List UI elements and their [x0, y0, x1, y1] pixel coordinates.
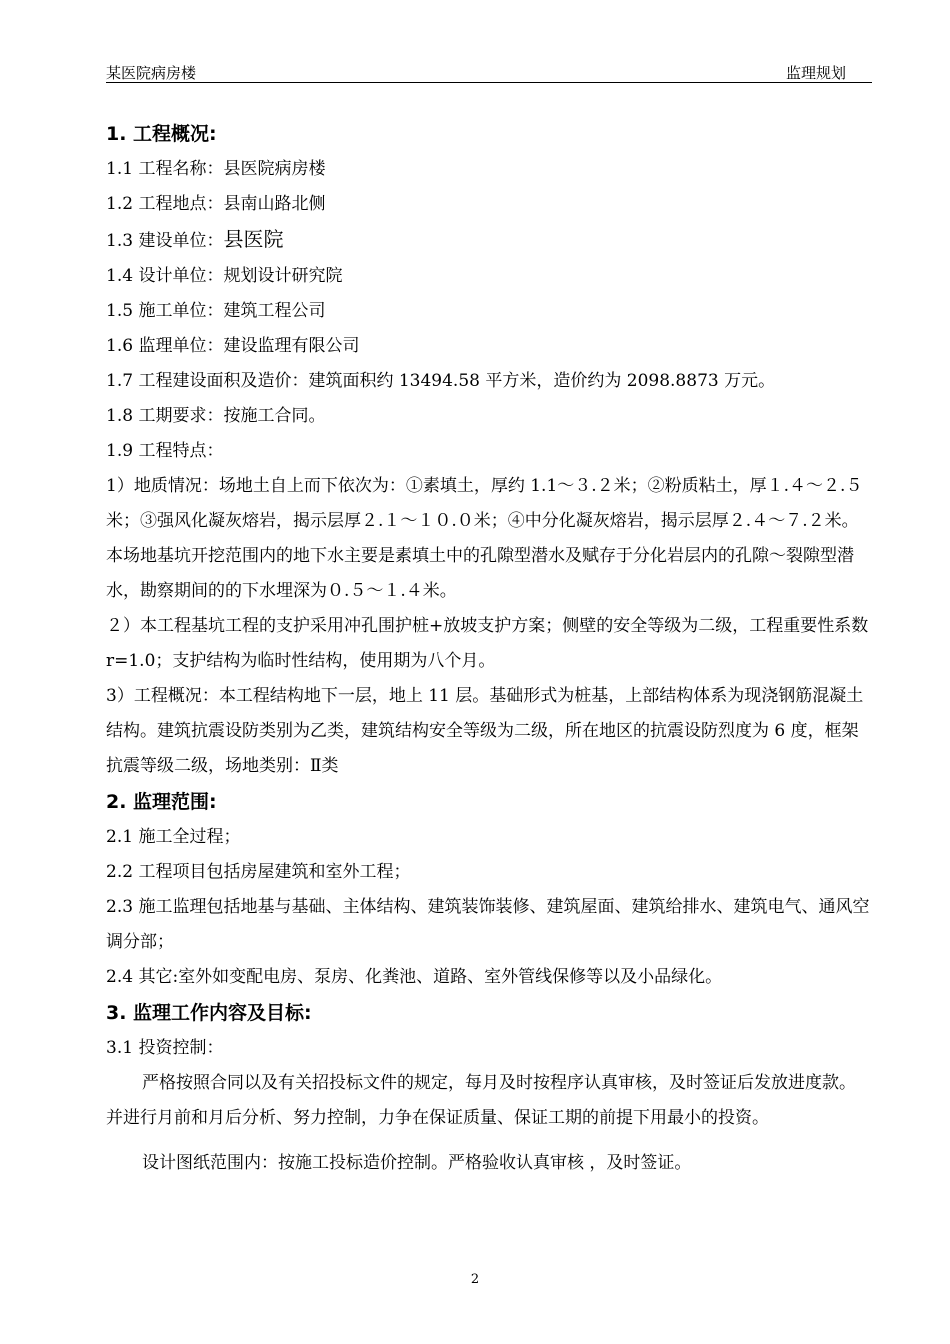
- list-item: 2.3 施工监理包括地基与基础、主体结构、建筑装饰装修、建筑屋面、建筑给排水、建筑电气、通风空调分部；: [106, 897, 870, 952]
- page-header: [106, 62, 872, 83]
- list-item: 1.6 监理单位：建设监理有限公司: [106, 336, 360, 356]
- list-item: 1.7 工程建设面积及造价：建筑面积约 13494.58 平方米，造价约为 2098.8873 万元。: [106, 371, 776, 391]
- subsection-heading: 3.1 投资控制：: [106, 1038, 224, 1058]
- section-heading: 3. 监理工作内容及目标:: [106, 1002, 312, 1024]
- section-heading: 1. 工程概况:: [106, 123, 217, 145]
- header-section-title: 监理规划: [785, 64, 846, 82]
- list-item: 1.4 设计单位：规划设计研究院: [106, 266, 343, 286]
- page-number: 2: [470, 1272, 480, 1287]
- document-body: [106, 116, 872, 1181]
- list-item: 1.1 工程名称：县医院病房楼: [106, 159, 326, 179]
- list-item: 1.2 工程地点：县南山路北侧: [106, 194, 326, 214]
- list-item: 1.9 工程特点：: [106, 441, 224, 461]
- list-item: 2.4 其它:室外如变配电房、泵房、化粪池、道路、室外管线保修等以及小品绿化。: [106, 967, 723, 987]
- list-item: 1.8 工期要求：按施工合同。: [106, 406, 326, 426]
- list-item: 2.2 工程项目包括房屋建筑和室外工程；: [106, 862, 411, 882]
- paragraph: 3）工程概况：本工程结构地下一层，地上 11 层。基础形式为桩基，上部结构体系为现浇钢筋混凝土结构。建筑抗震设防类别为乙类，建筑结构安全等级为二级，所在地区的抗震设防烈度为 6 度，框架抗震等级二级，场地类别：Ⅱ类: [106, 686, 864, 776]
- section-heading: 2. 监理范围:: [106, 791, 217, 813]
- paragraph: 1）地质情况：场地土自上而下依次为：①素填土，厚约 1.1～３.２米；②粉质粘土，厚１.４～２.５米；③强风化凝灰熔岩，揭示层厚２.１～１０.０米；④中分化凝灰熔岩，揭示层厚２.４～７.２米。本场地基坑开挖范围内的地下水主要是素填土中的孔隙型潜水及赋存于分化岩层内的孔隙～裂隙型潜水，勘察期间的的下水埋深为０.５～１.４米。: [106, 476, 863, 601]
- client-label: 1.3 建设单位：: [106, 231, 224, 251]
- list-item: 1.5 施工单位：建筑工程公司: [106, 301, 326, 321]
- paragraph: 设计图纸范围内：按施工投标造价控制。严格验收认真审核 ，及时签证。: [142, 1153, 692, 1173]
- paragraph: ２）本工程基坑工程的支护采用冲孔围护桩+放坡支护方案；侧壁的安全等级为二级，工程重要性系数 r=1.0；支护结构为临时性结构，使用期为八个月。: [106, 616, 869, 671]
- client-value: 县医院: [223, 227, 284, 251]
- list-item: 2.1 施工全过程；: [106, 827, 241, 847]
- header-doc-title: 某医院病房楼: [106, 64, 197, 82]
- paragraph: 严格按照合同以及有关招投标文件的规定，每月及时按程序认真审核，及时签证后发放进度款。并进行月前和月后分析、努力控制，力争在保证质量、保证工期的前提下用最小的投资。: [106, 1073, 856, 1128]
- list-item: [106, 222, 872, 259]
